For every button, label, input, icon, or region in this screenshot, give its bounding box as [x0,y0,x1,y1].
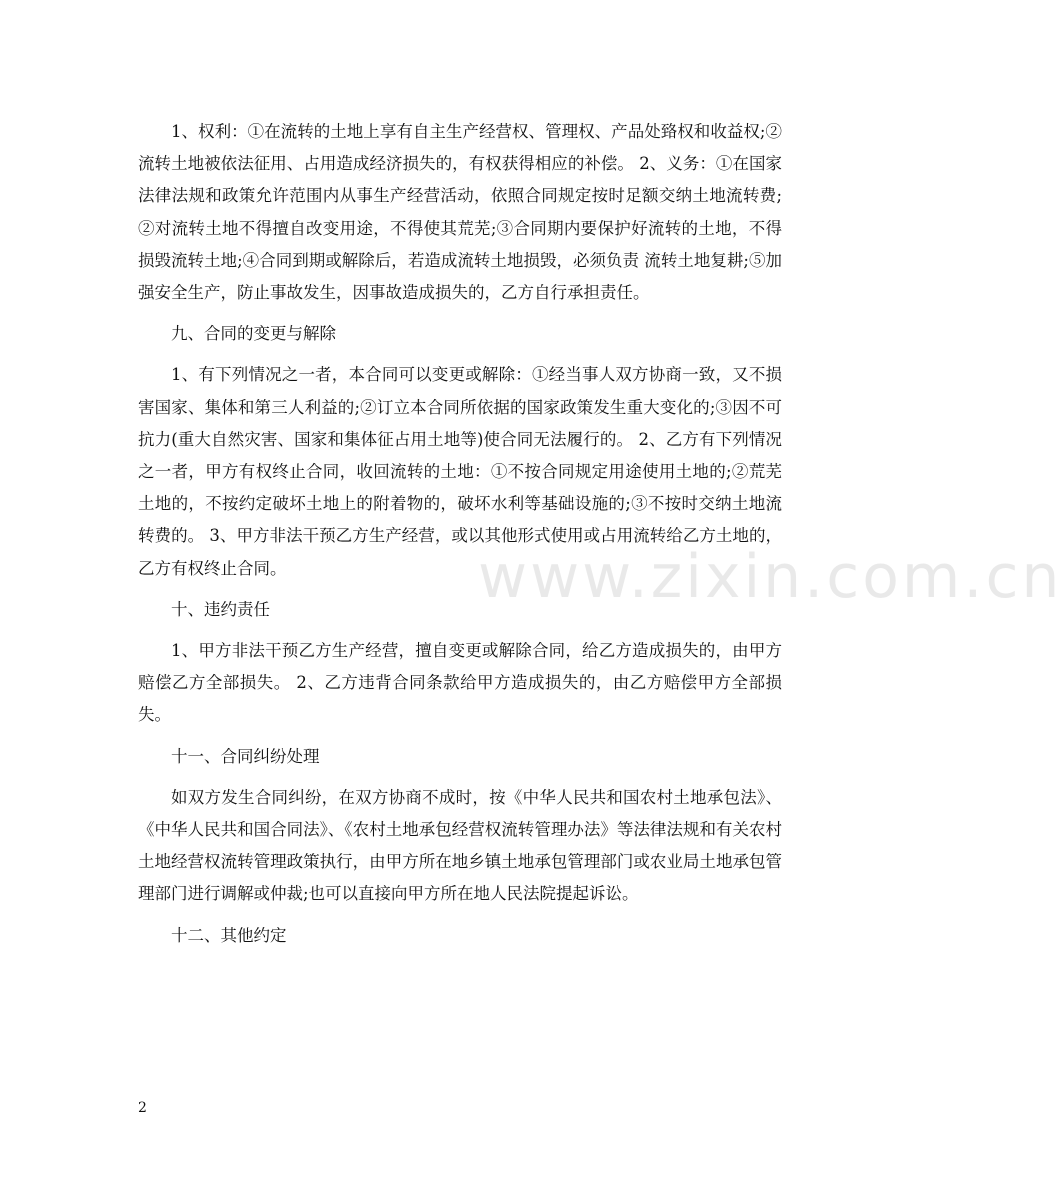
heading-contract-change: 九、合同的变更与解除 [171,324,336,344]
page-number: 2 [138,1100,147,1116]
watermark: www.zixin.com.cn [478,542,1062,612]
document-body [138,116,782,961]
heading-breach-liability: 十、违约责任 [171,599,270,619]
paragraph-contract-change: 1、有下列情况之一者，本合同可以变更或解除：①经当事人双方协商一致，又不损害国家、集体和第三人利益的;②订立本合同所依据的国家政策发生重大变化的;③因不可抗力(重大自然灾害、国家和集体征占用土地等)使合同无法履行的。 2、乙方有下列情况之一者，甲方有权终止合同，收回流转的土地：①不按合同规定用途使用土地的;②荒芜土地的，不按约定破坏土地上的附着物的，破坏水利等基础设施的;③不按时交纳土地流转费的。 3、甲方非法干预乙方生产经营，或以其他形式使用或占用流转给乙方土地的，乙方有权终止合同。 [138,365,782,578]
heading-other-terms: 十二、其他约定 [171,925,287,945]
paragraph-breach-liability: 1、甲方非法干预乙方生产经营，擅自变更或解除合同，给乙方造成损失的，由甲方赔偿乙方全部损失。 2、乙方违背合同条款给甲方造成损失的，由乙方赔偿甲方全部损失。 [138,641,782,725]
paragraph-rights-obligations: 1、权利：①在流转的土地上享有自主生产经营权、管理权、产品处臵权和收益权;②流转土地被依法征用、占用造成经济损失的，有权获得相应的补偿。 2、义务：①在国家法律法规和政策允许范围内从事生产经营活动，依照合同规定按时足额交纳土地流转费;②对流转土地不得擅自改变用途，不得使其荒芜;③合同期内要保护好流转的土地，不得损毁流转土地;④合同到期或解除后，若造成流转土地损毁，必须负责 流转土地复耕;⑤加强安全生产，防止事故发生，因事故造成损失的，乙方自行承担责任。 [138,122,782,303]
paragraph-dispute-resolution: 如双方发生合同纠纷，在双方协商不成时，按《中华人民共和国农村土地承包法》、《中华人民共和国合同法》、《农村土地承包经营权流转管理办法》等法律法规和有关农村土地经营权流转管理政策执行，由甲方所在地乡镇土地承包管理部门或农业局土地承包管理部门进行调解或仲裁;也可以直接向甲方所在地人民法院提起诉讼。 [138,787,782,904]
heading-dispute-resolution: 十一、合同纠纷处理 [171,746,320,766]
